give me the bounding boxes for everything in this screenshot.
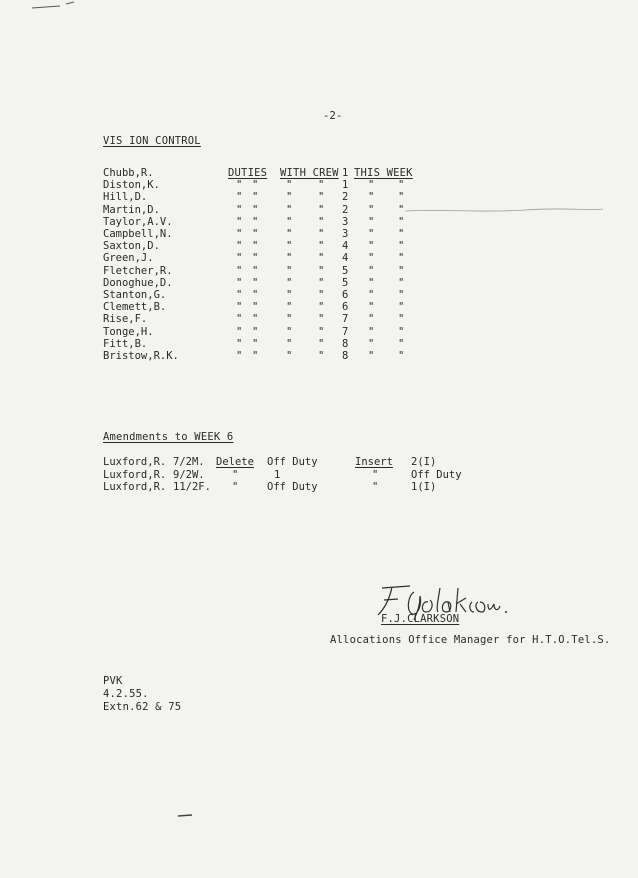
footer-reference: PVK xyxy=(103,675,123,687)
roster-row xyxy=(0,350,638,362)
amend-name: Luxford,R. xyxy=(103,456,167,468)
duties-ditto: " xyxy=(252,301,259,314)
crew-ditto: " xyxy=(286,350,293,362)
week-ditto: " xyxy=(398,350,405,362)
roster-row xyxy=(0,228,638,240)
roster-name: Fitt,B. xyxy=(103,337,148,350)
crew-ditto: " xyxy=(286,313,293,326)
roster-name: Saxton,D. xyxy=(103,240,160,253)
roster-name: Donoghue,D. xyxy=(103,276,173,289)
crew-ditto: " xyxy=(286,179,293,192)
week-ditto: " xyxy=(368,191,375,204)
duties-ditto: " xyxy=(236,215,243,228)
crew-ditto: " xyxy=(286,203,293,216)
crew-ditto: " xyxy=(318,203,325,216)
roster-row xyxy=(0,191,638,203)
roster-name: Stanton,G. xyxy=(103,289,167,301)
roster-row xyxy=(0,313,638,325)
week-ditto: " xyxy=(398,313,405,326)
amendment-row xyxy=(0,481,638,493)
amend-name: Luxford,R. xyxy=(103,468,167,481)
week-ditto: " xyxy=(368,313,375,326)
week-ditto: " xyxy=(398,264,405,277)
week-ditto: " xyxy=(368,240,375,253)
crew-ditto: " xyxy=(286,301,293,314)
crew-ditto: " xyxy=(318,337,325,350)
footer-date: 4.2.55. xyxy=(103,688,149,700)
duties-ditto: " xyxy=(252,215,259,228)
crew-ditto: " xyxy=(318,276,325,289)
crew-number: 3 xyxy=(342,215,349,228)
week-ditto: " xyxy=(368,301,375,314)
crew-ditto: " xyxy=(286,325,293,338)
duties-ditto: " xyxy=(236,350,243,362)
duties-ditto: " xyxy=(252,179,259,192)
section-title: VIS ION CONTROL xyxy=(103,135,201,147)
roster-row xyxy=(0,240,638,252)
week-ditto: " xyxy=(368,276,375,289)
crew-ditto: " xyxy=(286,276,293,289)
week-ditto: " xyxy=(398,240,405,253)
page-number: -2- xyxy=(323,110,343,122)
roster-name: Tonge,H. xyxy=(103,325,154,338)
crew-number: 5 xyxy=(342,264,349,277)
duties-ditto: " xyxy=(252,350,259,362)
crew-ditto: " xyxy=(318,325,325,338)
crew-number: 8 xyxy=(342,350,349,362)
amend-insert: " xyxy=(372,481,379,493)
week-ditto: " xyxy=(398,325,405,338)
week-ditto: " xyxy=(398,203,405,216)
crew-number: 8 xyxy=(342,337,349,350)
roster-row xyxy=(0,326,638,338)
week-ditto: " xyxy=(398,289,405,301)
footer-extension: Extn.62 & 75 xyxy=(103,701,182,713)
crew-number: 6 xyxy=(342,289,349,301)
crew-number: 3 xyxy=(342,228,349,240)
crew-ditto: " xyxy=(286,252,293,265)
duties-ditto: " xyxy=(252,191,259,204)
duties-ditto: " xyxy=(236,252,243,265)
roster-row xyxy=(0,277,638,289)
duties-ditto: " xyxy=(252,264,259,277)
week-ditto: " xyxy=(368,325,375,338)
amend-new-value: 2(I) xyxy=(411,456,437,468)
crew-number: 2 xyxy=(342,191,349,204)
amendment-row xyxy=(0,469,638,481)
duties-ditto: " xyxy=(252,203,259,216)
duties-ditto: " xyxy=(236,301,243,314)
page-stray-mark xyxy=(176,812,196,820)
amend-date: 7/2M. xyxy=(173,456,205,468)
duties-ditto: " xyxy=(236,337,243,350)
week-ditto: " xyxy=(368,252,375,265)
duties-ditto: " xyxy=(252,252,259,265)
crew-ditto: " xyxy=(286,228,293,240)
week-ditto: " xyxy=(398,301,405,314)
amend-delete: " xyxy=(232,468,239,481)
crew-ditto: " xyxy=(318,264,325,277)
duties-ditto: " xyxy=(252,228,259,240)
week-ditto: " xyxy=(368,228,375,240)
crew-number: 4 xyxy=(342,240,349,253)
roster-name: Fletcher,R. xyxy=(103,264,173,277)
duties-ditto: " xyxy=(236,191,243,204)
roster-row xyxy=(0,216,638,228)
amend-insert: " xyxy=(372,468,379,481)
pencil-stroke xyxy=(405,204,605,216)
week-ditto: " xyxy=(398,337,405,350)
week-ditto: " xyxy=(368,215,375,228)
duties-ditto: " xyxy=(252,240,259,253)
crew-ditto: " xyxy=(318,350,325,362)
duties-ditto: " xyxy=(236,179,243,192)
crew-number: 2 xyxy=(342,203,349,216)
amend-insert: Insert xyxy=(355,456,393,468)
with-crew-header: WITH CREW xyxy=(280,167,339,179)
roster-row xyxy=(0,289,638,301)
week-ditto: " xyxy=(398,276,405,289)
crew-ditto: " xyxy=(318,301,325,314)
roster-name: Clemett,B. xyxy=(103,301,167,314)
roster-name: Chubb,R. xyxy=(103,167,154,179)
duties-ditto: " xyxy=(236,203,243,216)
roster-name: Martin,D. xyxy=(103,203,160,216)
amend-old-value: Off Duty xyxy=(267,481,318,493)
duties-ditto: " xyxy=(236,313,243,326)
week-ditto: " xyxy=(398,228,405,240)
duties-ditto: " xyxy=(236,325,243,338)
roster-row xyxy=(0,301,638,313)
week-ditto: " xyxy=(368,203,375,216)
roster-row xyxy=(0,179,638,191)
crew-ditto: " xyxy=(286,337,293,350)
roster-row xyxy=(0,167,638,179)
crew-ditto: " xyxy=(286,289,293,301)
week-ditto: " xyxy=(398,215,405,228)
crew-number: 5 xyxy=(342,276,349,289)
crew-number: 6 xyxy=(342,301,349,314)
crew-number: 7 xyxy=(342,325,349,338)
roster-row xyxy=(0,338,638,350)
amend-date: 9/2W. xyxy=(173,468,205,481)
crew-ditto: " xyxy=(286,240,293,253)
roster-name: Diston,K. xyxy=(103,179,160,192)
week-ditto: " xyxy=(398,191,405,204)
duties-header: DUTIES xyxy=(228,167,268,179)
roster-name: Rise,F. xyxy=(103,313,148,326)
amend-delete: Delete xyxy=(216,456,254,468)
roster-name: Taylor,A.V. xyxy=(103,215,173,228)
typed-signatory: F.J.CLARKSON xyxy=(381,613,460,625)
duties-ditto: " xyxy=(236,289,243,301)
signatory-title: Allocations Office Manager for H.T.O.Tel.S. xyxy=(330,634,611,646)
amend-delete: " xyxy=(232,481,239,493)
roster-name: Campbell,N. xyxy=(103,228,173,240)
week-ditto: " xyxy=(368,337,375,350)
amend-name: Luxford,R. xyxy=(103,481,167,493)
crew-ditto: " xyxy=(318,179,325,192)
crew-ditto: " xyxy=(286,264,293,277)
crew-ditto: " xyxy=(286,215,293,228)
duties-ditto: " xyxy=(236,240,243,253)
this-week-header: THIS WEEK xyxy=(354,167,413,179)
roster-row xyxy=(0,265,638,277)
amend-old-value: 1 xyxy=(274,468,281,481)
amendments-title: Amendments to WEEK 6 xyxy=(103,431,234,443)
week-ditto: " xyxy=(368,350,375,362)
page-edge-mark xyxy=(30,0,90,12)
roster-name: Bristow,R.K. xyxy=(103,350,179,362)
week-ditto: " xyxy=(398,252,405,265)
crew-ditto: " xyxy=(318,313,325,326)
week-ditto: " xyxy=(398,179,405,192)
roster-name: Hill,D. xyxy=(103,191,148,204)
crew-ditto: " xyxy=(318,228,325,240)
crew-ditto: " xyxy=(318,252,325,265)
crew-ditto: " xyxy=(318,215,325,228)
duties-ditto: " xyxy=(252,313,259,326)
amendment-row xyxy=(0,456,638,468)
week-ditto: " xyxy=(368,264,375,277)
duties-ditto: " xyxy=(252,325,259,338)
crew-ditto: " xyxy=(286,191,293,204)
crew-number: 1 xyxy=(342,179,349,192)
crew-number: 7 xyxy=(342,313,349,326)
duties-ditto: " xyxy=(252,289,259,301)
crew-ditto: " xyxy=(318,240,325,253)
crew-ditto: " xyxy=(318,191,325,204)
amend-old-value: Off Duty xyxy=(267,456,318,468)
amend-date: 11/2F. xyxy=(173,481,211,493)
week-ditto: " xyxy=(368,289,375,301)
roster-row xyxy=(0,252,638,264)
roster-name: Green,J. xyxy=(103,252,154,265)
crew-number: 4 xyxy=(342,252,349,265)
duties-ditto: " xyxy=(252,276,259,289)
crew-ditto: " xyxy=(318,289,325,301)
amend-new-value: 1(I) xyxy=(411,481,437,493)
week-ditto: " xyxy=(368,179,375,192)
amend-new-value: Off Duty xyxy=(411,468,462,481)
with-crew-number: 1 xyxy=(342,167,349,179)
duties-ditto: " xyxy=(252,337,259,350)
duties-ditto: " xyxy=(236,228,243,240)
duties-ditto: " xyxy=(236,276,243,289)
duties-ditto: " xyxy=(236,264,243,277)
